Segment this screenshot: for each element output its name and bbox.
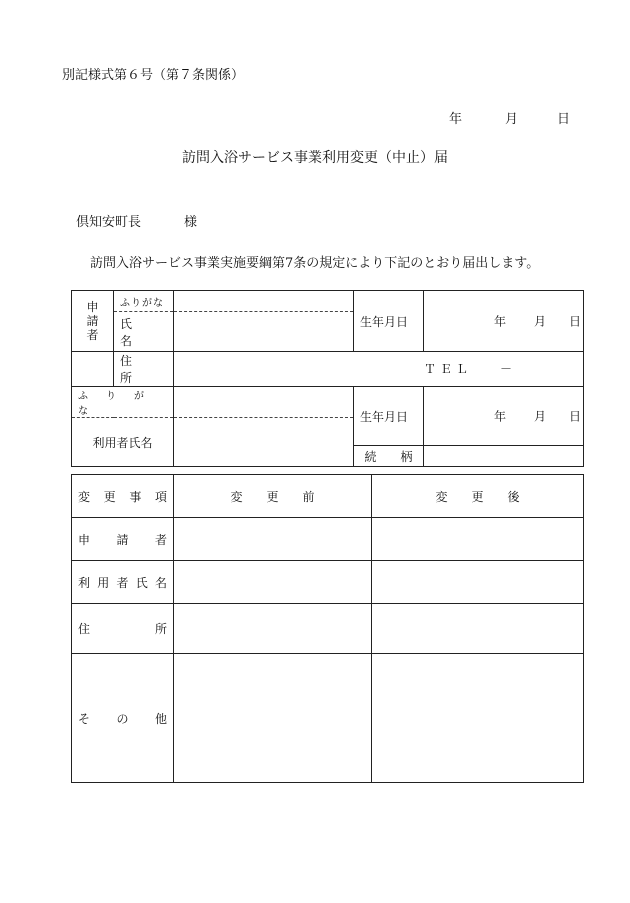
honorific: 様 <box>184 215 198 230</box>
document-title: 訪問入浴サービス事業利用変更（中止）届 <box>182 150 448 166</box>
user-name-after-field[interactable] <box>372 561 584 604</box>
change-table <box>71 474 584 783</box>
relationship-label: 続 柄 <box>354 446 424 467</box>
header-before: 変 更 前 <box>174 475 372 518</box>
user-furigana-label: ふ り が な <box>72 387 174 418</box>
applicant-address-field[interactable] <box>174 352 584 387</box>
applicant-birthdate-label: 生年月日 <box>354 291 424 352</box>
user-name-label: 利用者氏名 <box>72 418 174 467</box>
row-label-other: そ の 他 <box>72 654 174 783</box>
header-after: 変 更 後 <box>372 475 584 518</box>
user-birthdate-label: 生年月日 <box>354 387 424 446</box>
user-birth-month: 月 <box>534 409 547 424</box>
row-label-address: 住 所 <box>72 604 174 654</box>
addressee: 倶知安町長 <box>76 215 142 230</box>
date-day-label: 日 <box>557 112 571 127</box>
other-before-field[interactable] <box>174 654 372 783</box>
intro-text: 訪問入浴サービス事業実施要綱第7条の規定により下記のとおり届出します。 <box>90 256 540 271</box>
applicant-group-label: 申 請 者 <box>72 291 114 352</box>
applicant-name-label: 氏 名 <box>114 312 174 352</box>
other-after-field[interactable] <box>372 654 584 783</box>
user-furigana-field[interactable] <box>174 387 354 418</box>
relationship-field[interactable] <box>424 446 584 467</box>
applicant-after-field[interactable] <box>372 518 584 561</box>
header-item: 変 更 事 項 <box>72 475 174 518</box>
address-before-field[interactable] <box>174 604 372 654</box>
applicant-address-label: 住 所 <box>114 352 174 387</box>
date-year-label: 年 <box>449 112 463 127</box>
user-birth-day: 日 <box>569 409 582 424</box>
applicant-furigana-field[interactable] <box>174 291 354 312</box>
user-name-before-field[interactable] <box>174 561 372 604</box>
applicant-birthdate-field[interactable] <box>424 291 584 352</box>
applicant-furigana-label: ふりがな <box>114 291 174 312</box>
applicant-birth-year: 年 <box>494 314 507 329</box>
row-label-applicant: 申 請 者 <box>72 518 174 561</box>
user-birthdate-field[interactable] <box>424 387 584 446</box>
tel-dash: － <box>500 362 513 376</box>
applicant-birth-day: 日 <box>569 314 582 329</box>
user-birth-year: 年 <box>494 409 507 424</box>
form-number: 別記様式第６号（第７条関係） <box>62 68 245 83</box>
applicant-name-field[interactable] <box>174 312 354 352</box>
row-label-user-name: 利 用 者 氏 名 <box>72 561 174 604</box>
applicant-group-cell <box>72 352 114 387</box>
applicant-table <box>71 290 584 467</box>
date-month-label: 月 <box>505 112 519 127</box>
applicant-before-field[interactable] <box>174 518 372 561</box>
tel-label: ＴＥＬ <box>424 362 473 376</box>
applicant-birth-month: 月 <box>534 314 547 329</box>
address-after-field[interactable] <box>372 604 584 654</box>
user-name-field[interactable] <box>174 418 354 467</box>
